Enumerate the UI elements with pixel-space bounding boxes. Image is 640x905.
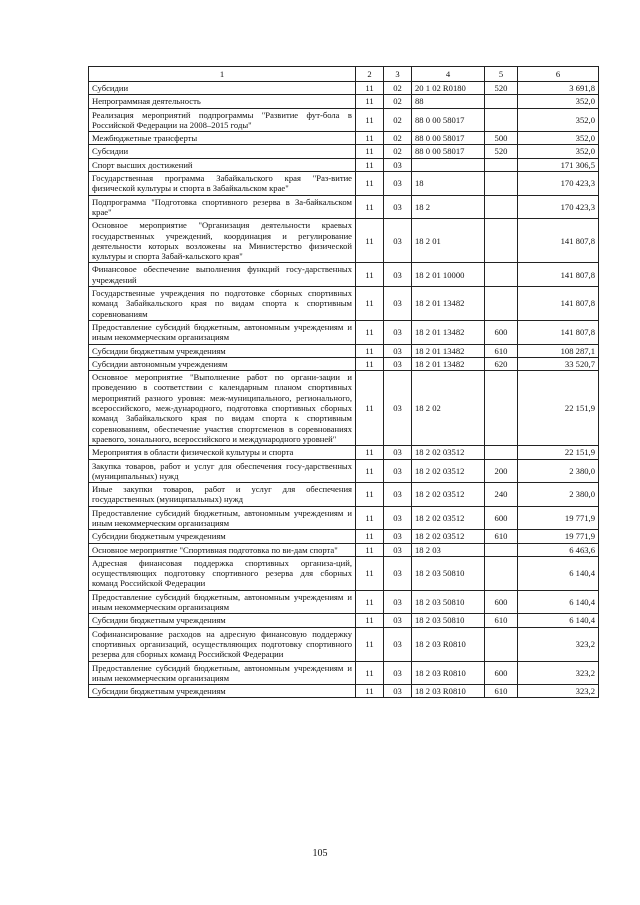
target-article-code-cell: 18 2 03 50810	[412, 614, 485, 627]
amount-cell: 22 151,9	[518, 371, 599, 446]
expense-type-code-cell: 600	[485, 506, 518, 530]
expense-type-code-cell	[485, 543, 518, 556]
target-article-code-cell: 18 2 03	[412, 543, 485, 556]
subsection-code-cell: 02	[384, 108, 412, 132]
expense-type-code-cell	[485, 219, 518, 263]
expense-type-code-cell	[485, 287, 518, 321]
amount-cell: 323,2	[518, 627, 599, 661]
table-row	[89, 661, 599, 685]
amount-cell: 6 463,6	[518, 543, 599, 556]
subsection-code-cell: 03	[384, 357, 412, 370]
subsection-code-cell: 03	[384, 530, 412, 543]
subsection-code-cell: 03	[384, 590, 412, 614]
section-code-cell: 11	[356, 530, 384, 543]
subsection-code-cell: 03	[384, 446, 412, 459]
section-code-cell: 11	[356, 661, 384, 685]
section-code-cell: 11	[356, 82, 384, 95]
target-article-code-cell: 18 2 02 03512	[412, 506, 485, 530]
amount-cell: 6 140,4	[518, 590, 599, 614]
item-name-cell: Адресная финансовая поддержка спортивных организа-ций, осуществляющих подготовку спортивного резерва для сборных команд Российской Федерации	[89, 556, 356, 590]
subsection-code-cell: 03	[384, 627, 412, 661]
expense-type-code-cell: 520	[485, 82, 518, 95]
budget-table	[88, 66, 599, 698]
section-code-cell: 11	[356, 132, 384, 145]
table-row	[89, 543, 599, 556]
table-row	[89, 614, 599, 627]
table-body	[89, 67, 599, 698]
table-row	[89, 263, 599, 287]
item-name-cell: Межбюджетные трансферты	[89, 132, 356, 145]
expense-type-code-cell: 610	[485, 685, 518, 698]
table-row	[89, 483, 599, 507]
expense-type-code-cell	[485, 371, 518, 446]
item-name-cell: Мероприятия в области физической культуры и спорта	[89, 446, 356, 459]
target-article-code-cell: 88 0 00 58017	[412, 132, 485, 145]
section-code-cell: 11	[356, 145, 384, 158]
table-row	[89, 627, 599, 661]
table-row	[89, 590, 599, 614]
expense-type-code-cell	[485, 195, 518, 219]
subsection-code-cell: 02	[384, 82, 412, 95]
expense-type-code-cell: 610	[485, 530, 518, 543]
expense-type-code-cell: 610	[485, 344, 518, 357]
section-code-cell: 11	[356, 357, 384, 370]
amount-cell: 323,2	[518, 685, 599, 698]
section-code-cell: 11	[356, 195, 384, 219]
item-name-cell: Субсидии	[89, 82, 356, 95]
table-row	[89, 506, 599, 530]
table-row	[89, 320, 599, 344]
subsection-code-cell: 02	[384, 145, 412, 158]
subsection-code-cell: 03	[384, 556, 412, 590]
expense-type-code-cell	[485, 95, 518, 108]
target-article-code-cell: 18 2 03 50810	[412, 590, 485, 614]
target-article-code-cell	[412, 158, 485, 171]
target-article-code-cell: 88	[412, 95, 485, 108]
target-article-code-cell: 18 2 02 03512	[412, 459, 485, 483]
header-cell: 6	[518, 67, 599, 82]
target-article-code-cell: 18 2 01 13482	[412, 344, 485, 357]
item-name-cell: Субсидии бюджетным учреждениям	[89, 685, 356, 698]
table-row	[89, 556, 599, 590]
table-row	[89, 459, 599, 483]
table-row	[89, 195, 599, 219]
table-row	[89, 287, 599, 321]
item-name-cell: Субсидии автономным учреждениям	[89, 357, 356, 370]
item-name-cell: Субсидии бюджетным учреждениям	[89, 614, 356, 627]
subsection-code-cell: 03	[384, 459, 412, 483]
section-code-cell: 11	[356, 614, 384, 627]
amount-cell: 171 306,5	[518, 158, 599, 171]
subsection-code-cell: 03	[384, 661, 412, 685]
amount-cell: 22 151,9	[518, 446, 599, 459]
section-code-cell: 11	[356, 172, 384, 196]
item-name-cell: Основное мероприятие "Спортивная подготовка по ви-дам спорта"	[89, 543, 356, 556]
amount-cell: 352,0	[518, 95, 599, 108]
expense-type-code-cell: 500	[485, 132, 518, 145]
expense-type-code-cell: 600	[485, 320, 518, 344]
section-code-cell: 11	[356, 506, 384, 530]
table-row	[89, 158, 599, 171]
expense-type-code-cell: 600	[485, 661, 518, 685]
amount-cell: 352,0	[518, 108, 599, 132]
item-name-cell: Предоставление субсидий бюджетным, автономным учреждениям и иным некоммерческим организациям	[89, 320, 356, 344]
item-name-cell: Закупка товаров, работ и услуг для обеспечения госу-дарственных (муниципальных) нужд	[89, 459, 356, 483]
page-number: 105	[312, 848, 328, 859]
table-row	[89, 132, 599, 145]
subsection-code-cell: 03	[384, 195, 412, 219]
item-name-cell: Реализация мероприятий подпрограммы "Развитие фут-бола в Российской Федерации на 2008–2015 годы"	[89, 108, 356, 132]
section-code-cell: 11	[356, 590, 384, 614]
target-article-code-cell: 18 2 01	[412, 219, 485, 263]
table-row	[89, 108, 599, 132]
amount-cell: 19 771,9	[518, 530, 599, 543]
amount-cell: 141 807,8	[518, 219, 599, 263]
section-code-cell: 11	[356, 219, 384, 263]
subsection-code-cell: 03	[384, 172, 412, 196]
table-row	[89, 82, 599, 95]
amount-cell: 2 380,0	[518, 459, 599, 483]
table-row	[89, 530, 599, 543]
target-article-code-cell: 18 2 03 R0810	[412, 627, 485, 661]
subsection-code-cell: 02	[384, 132, 412, 145]
amount-cell: 141 807,8	[518, 320, 599, 344]
item-name-cell: Подпрограмма "Подготовка спортивного резерва в За-байкальском крае"	[89, 195, 356, 219]
item-name-cell: Субсидии бюджетным учреждениям	[89, 530, 356, 543]
subsection-code-cell: 03	[384, 158, 412, 171]
subsection-code-cell: 03	[384, 219, 412, 263]
amount-cell: 141 807,8	[518, 287, 599, 321]
amount-cell: 108 287,1	[518, 344, 599, 357]
expense-type-code-cell	[485, 556, 518, 590]
section-code-cell: 11	[356, 95, 384, 108]
target-article-code-cell: 88 0 00 58017	[412, 145, 485, 158]
section-code-cell: 11	[356, 543, 384, 556]
table-row	[89, 172, 599, 196]
target-article-code-cell: 18 2 01 10000	[412, 263, 485, 287]
amount-cell: 352,0	[518, 145, 599, 158]
target-article-code-cell: 18 2 02 03512	[412, 530, 485, 543]
table-row	[89, 446, 599, 459]
amount-cell: 141 807,8	[518, 263, 599, 287]
subsection-code-cell: 02	[384, 95, 412, 108]
amount-cell: 170 423,3	[518, 195, 599, 219]
expense-type-code-cell	[485, 172, 518, 196]
expense-type-code-cell	[485, 446, 518, 459]
item-name-cell: Софинансирование расходов на адресную финансовую поддержку спортивных организаций, осуществляющих подготовку спортивного резерва для сборных команд Российской Федерации	[89, 627, 356, 661]
section-code-cell: 11	[356, 685, 384, 698]
table-row	[89, 95, 599, 108]
expense-type-code-cell	[485, 263, 518, 287]
subsection-code-cell: 03	[384, 263, 412, 287]
subsection-code-cell: 03	[384, 287, 412, 321]
target-article-code-cell: 18 2 02	[412, 371, 485, 446]
amount-cell: 6 140,4	[518, 614, 599, 627]
table-row	[89, 371, 599, 446]
subsection-code-cell: 03	[384, 506, 412, 530]
subsection-code-cell: 03	[384, 543, 412, 556]
item-name-cell: Государственная программа Забайкальского края "Раз-витие физической культуры и спорта в Забайкальском крае"	[89, 172, 356, 196]
amount-cell: 352,0	[518, 132, 599, 145]
item-name-cell: Финансовое обеспечение выполнения функций госу-дарственных учреждений	[89, 263, 356, 287]
header-cell: 3	[384, 67, 412, 82]
table-row	[89, 219, 599, 263]
subsection-code-cell: 03	[384, 344, 412, 357]
section-code-cell: 11	[356, 287, 384, 321]
header-cell: 5	[485, 67, 518, 82]
expense-type-code-cell: 610	[485, 614, 518, 627]
expense-type-code-cell: 200	[485, 459, 518, 483]
subsection-code-cell: 03	[384, 614, 412, 627]
section-code-cell: 11	[356, 108, 384, 132]
amount-cell: 6 140,4	[518, 556, 599, 590]
expense-type-code-cell: 240	[485, 483, 518, 507]
target-article-code-cell: 88 0 00 58017	[412, 108, 485, 132]
section-code-cell: 11	[356, 483, 384, 507]
target-article-code-cell: 18 2	[412, 195, 485, 219]
expense-type-code-cell	[485, 627, 518, 661]
table-row	[89, 344, 599, 357]
expense-type-code-cell	[485, 108, 518, 132]
target-article-code-cell: 18 2 03 R0810	[412, 685, 485, 698]
table-header-row	[89, 67, 599, 82]
item-name-cell: Предоставление субсидий бюджетным, автономным учреждениям и иным некоммерческим организациям	[89, 506, 356, 530]
subsection-code-cell: 03	[384, 685, 412, 698]
header-cell: 2	[356, 67, 384, 82]
target-article-code-cell: 20 1 02 R0180	[412, 82, 485, 95]
item-name-cell: Субсидии	[89, 145, 356, 158]
header-cell: 4	[412, 67, 485, 82]
target-article-code-cell: 18 2 02 03512	[412, 446, 485, 459]
table-row	[89, 145, 599, 158]
expense-type-code-cell: 600	[485, 590, 518, 614]
target-article-code-cell: 18 2 01 13482	[412, 320, 485, 344]
section-code-cell: 11	[356, 344, 384, 357]
amount-cell: 3 691,8	[518, 82, 599, 95]
amount-cell: 2 380,0	[518, 483, 599, 507]
section-code-cell: 11	[356, 263, 384, 287]
expense-type-code-cell: 620	[485, 357, 518, 370]
target-article-code-cell: 18 2 01 13482	[412, 287, 485, 321]
item-name-cell: Основное мероприятие "Организация деятельности краевых государственных учреждений, координация и регулирование деятельности которых возложены на Министерство физической культуры и спорта Забай-кальского края"	[89, 219, 356, 263]
section-code-cell: 11	[356, 459, 384, 483]
section-code-cell: 11	[356, 320, 384, 344]
item-name-cell: Государственные учреждения по подготовке сборных спортивных команд Забайкальского края по видам спорта к спортивным соревнованиям	[89, 287, 356, 321]
table-row	[89, 685, 599, 698]
table-row	[89, 357, 599, 370]
item-name-cell: Предоставление субсидий бюджетным, автономным учреждениям и иным некоммерческим организациям	[89, 590, 356, 614]
target-article-code-cell: 18	[412, 172, 485, 196]
expense-type-code-cell	[485, 158, 518, 171]
amount-cell: 33 520,7	[518, 357, 599, 370]
item-name-cell: Предоставление субсидий бюджетным, автономным учреждениям и иным некоммерческим организациям	[89, 661, 356, 685]
item-name-cell: Спорт высших достижений	[89, 158, 356, 171]
section-code-cell: 11	[356, 446, 384, 459]
section-code-cell: 11	[356, 556, 384, 590]
header-cell: 1	[89, 67, 356, 82]
section-code-cell: 11	[356, 158, 384, 171]
target-article-code-cell: 18 2 02 03512	[412, 483, 485, 507]
section-code-cell: 11	[356, 627, 384, 661]
expense-type-code-cell: 520	[485, 145, 518, 158]
subsection-code-cell: 03	[384, 483, 412, 507]
section-code-cell: 11	[356, 371, 384, 446]
target-article-code-cell: 18 2 03 50810	[412, 556, 485, 590]
target-article-code-cell: 18 2 01 13482	[412, 357, 485, 370]
target-article-code-cell: 18 2 03 R0810	[412, 661, 485, 685]
item-name-cell: Субсидии бюджетным учреждениям	[89, 344, 356, 357]
item-name-cell: Иные закупки товаров, работ и услуг для обеспечения государственных (муниципальных) нужд	[89, 483, 356, 507]
amount-cell: 19 771,9	[518, 506, 599, 530]
amount-cell: 323,2	[518, 661, 599, 685]
subsection-code-cell: 03	[384, 371, 412, 446]
item-name-cell: Непрограммная деятельность	[89, 95, 356, 108]
subsection-code-cell: 03	[384, 320, 412, 344]
amount-cell: 170 423,3	[518, 172, 599, 196]
item-name-cell: Основное мероприятие "Выполнение работ по органи-зации и проведению в соответствии с календарным планом спортивных мероприятий разного уровня: меж-муниципального, регионального, всероссийского, меж-дународного, подготовка спортивных сборных команд Забайкальского края по видам спорта к спортивным соревнованиям, обеспечение участия спортсменов в соревнованиях краевого, зонального, всероссийского и международного уровней"	[89, 371, 356, 446]
